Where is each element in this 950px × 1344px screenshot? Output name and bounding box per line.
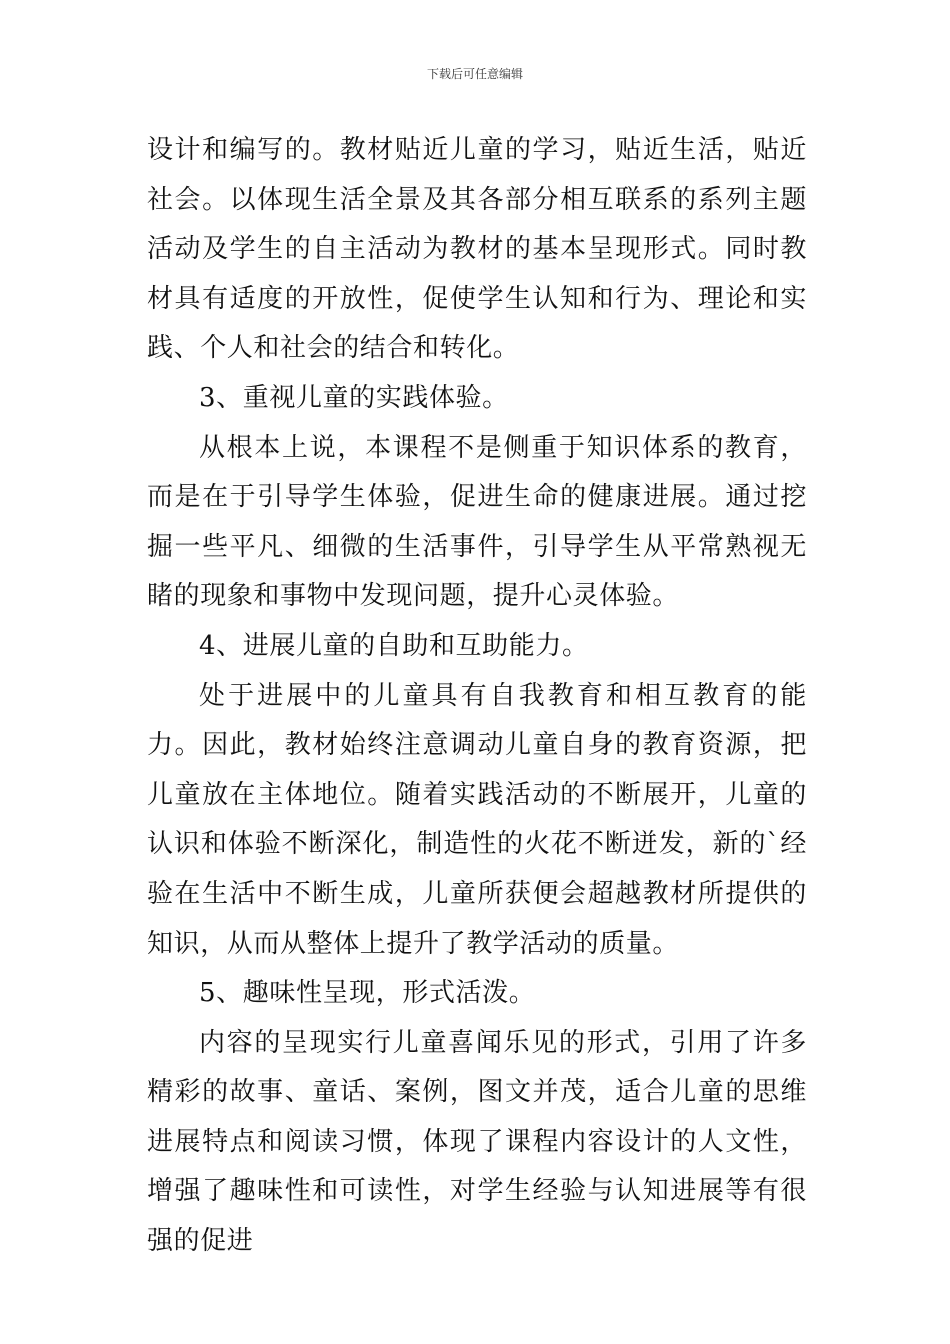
section-heading-5: 5、趣味性呈现，形式活泼。 [199, 978, 536, 1009]
paragraph-self-help: 处于进展中的儿童具有自我教育和相互教育的能力。因此，教材始终注意调动儿童自身的教育资源，把儿童放在主体地位。随着实践活动的不断展开，儿童的认识和体验不断深化，制造性的火花不断迸发，新的`经验在生活中不断生成，儿童所获便会超越教材所提供的知识，从而从整体上提升了教学活动的质量。 [147, 680, 807, 959]
paragraph-interest: 内容的呈现实行儿童喜闻乐见的形式，引用了许多精彩的故事、童话、案例，图文并茂，适合儿童的思维进展特点和阅读习惯，体现了课程内容设计的人文性，增强了趣味性和可读性，对学生经验与认知进展等有很强的促进 [147, 1027, 807, 1257]
page-header: 下载后可任意编辑 [426, 67, 523, 81]
paragraph-practice-experience: 从根本上说，本课程不是侧重于知识体系的教育，而是在于引导学生体验，促进生命的健康进展。通过挖掘一些平凡、细微的生活事件，引导学生从平常熟视无睹的现象和事物中发现问题，提升心灵体验。 [147, 432, 807, 612]
section-heading-3: 3、重视儿童的实践体验。 [199, 382, 509, 413]
document-body [147, 126, 807, 1267]
paragraph-continuation: 设计和编写的。教材贴近儿童的学习，贴近生活，贴近社会。以体现生活全景及其各部分相互联系的系列主题活动及学生的自主活动为教材的基本呈现形式。同时教材具有适度的开放性，促使学生认知和行为、理论和实践、个人和社会的结合和转化。 [147, 135, 807, 364]
section-heading-4: 4、进展儿童的自助和互助能力。 [199, 630, 589, 661]
